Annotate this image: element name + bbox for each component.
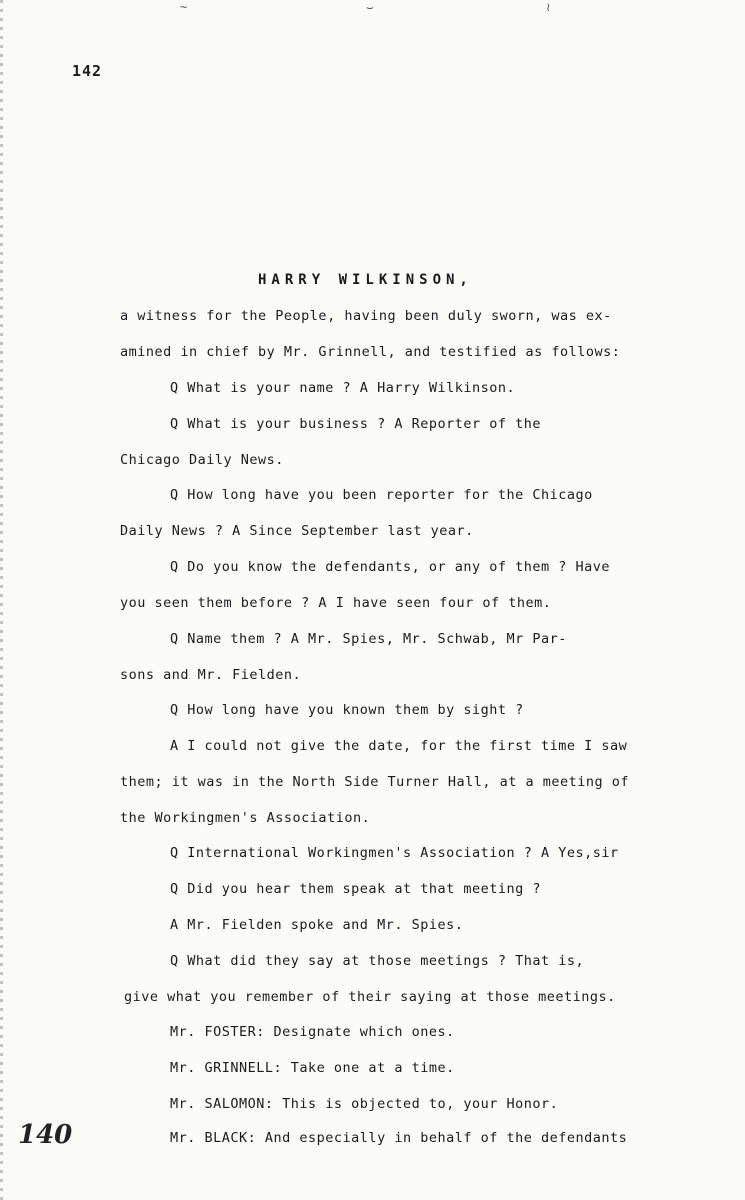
transcript-line: Q What is your name ? A Harry Wilkinson. [170,380,516,396]
transcript-line: Q What did they say at those meetings ? That is, [170,953,585,969]
top-mark: ⌣ [366,0,374,14]
transcript-line: Daily News ? A Since September last year. [120,523,474,539]
transcript-line: you seen them before ? A I have seen four of them. [120,595,552,611]
transcript-line: Q How long have you known them by sight ? [170,702,524,718]
transcript-line: them; it was in the North Side Turner Hall, at a meeting of [120,774,630,790]
page-edge [0,0,3,1200]
transcript-line: the Workingmen's Association. [120,810,371,826]
transcript-line: A I could not give the date, for the first time I saw [170,738,628,754]
transcript-line: amined in chief by Mr. Grinnell, and testified as follows: [120,344,621,360]
transcript-line: Mr. GRINNELL: Take one at a time. [170,1060,455,1076]
transcript-line: sons and Mr. Fielden. [120,667,302,683]
transcript-line: Chicago Daily News. [120,452,284,468]
transcript-line: Q Name them ? A Mr. Spies, Mr. Schwab, Mr Par- [170,631,567,647]
handwritten-margin-note: 140 [18,1120,73,1150]
transcript-line: Q Do you know the defendants, or any of them ? Have [170,559,611,575]
transcript-line: Mr. BLACK: And especially in behalf of the defendants [170,1130,628,1146]
transcript-line: Q International Workingmen's Association ? A Yes,sir [170,845,619,861]
witness-heading: HARRY WILKINSON, [258,272,473,288]
top-mark: ~ [180,0,188,14]
transcript-line: Mr. SALOMON: This is objected to, your Honor. [170,1096,559,1112]
transcript-line: Mr. FOSTER: Designate which ones. [170,1024,455,1040]
transcript-line: A Mr. Fielden spoke and Mr. Spies. [170,917,464,933]
page-number: 142 [72,62,103,80]
transcript-line: Q Did you hear them speak at that meeting ? [170,881,541,897]
transcript-line: give what you remember of their saying at those meetings. [124,989,616,1005]
top-mark: ≀ [546,0,551,14]
transcript-line: Q How long have you been reporter for the Chicago [170,487,593,503]
transcript-line: Q What is your business ? A Reporter of the [170,416,541,432]
transcript-line: a witness for the People, having been duly sworn, was ex- [120,308,612,324]
